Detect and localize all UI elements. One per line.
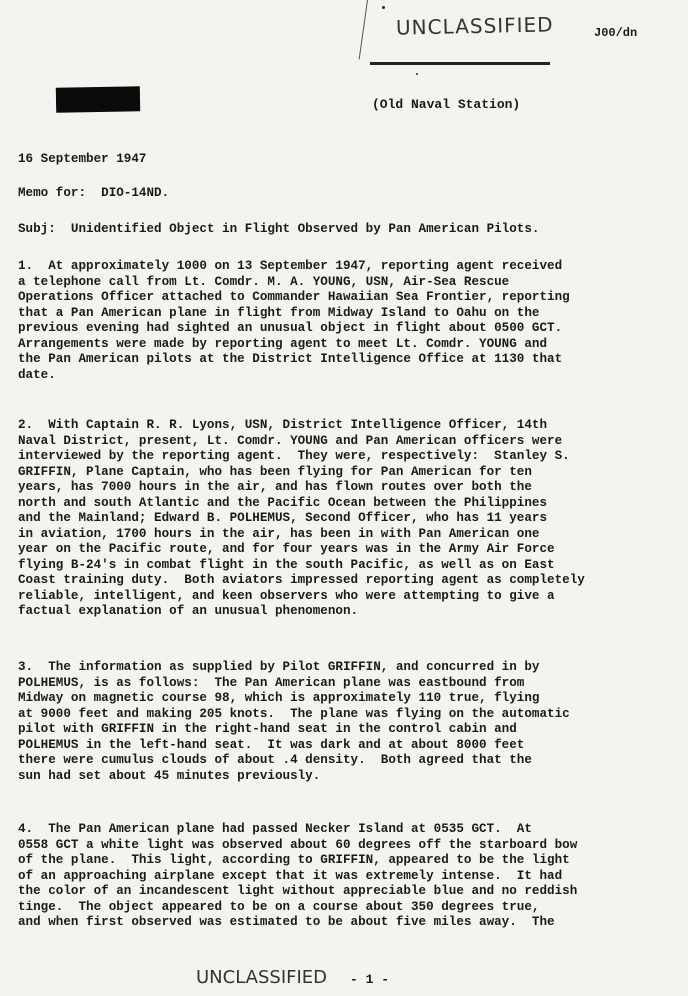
text-line: reliable, intelligent, and keen observers who were attempting to give a — [18, 588, 555, 603]
text-line: 4. The Pan American plane had passed Necker Island at 0535 GCT. At — [18, 822, 532, 836]
header-rule — [370, 62, 550, 65]
text-line: flying B-24's in combat flight in the south Pacific, as well as on East — [18, 557, 555, 572]
text-line: the Pan American pilots at the District Intelligence Office at 1130 that — [18, 352, 563, 366]
text-line: POLHEMUS in the left-hand seat. It was dark and at about 8000 feet — [18, 737, 525, 752]
paragraph-1 — [18, 259, 678, 383]
text-line: and when first observed was estimated to be about five miles away. The — [18, 915, 555, 929]
paragraph-2 — [18, 418, 678, 620]
text-line: years, has 7000 hours in the air, and has flown routes over both the — [18, 480, 532, 494]
text-line: sun had set about 45 minutes previously. — [18, 768, 321, 783]
text-line: 1. At approximately 1000 on 13 September 1947, reporting agent received — [18, 259, 563, 273]
page-number: - 1 - — [350, 972, 390, 987]
text-line: north and south Atlantic and the Pacific Ocean between the Philippines — [18, 495, 548, 510]
redaction-bar — [56, 86, 140, 112]
text-line: POLHEMUS, is as follows: The Pan American plane was eastbound from — [18, 675, 525, 690]
text-line: tinge. The object appeared to be on a course about 350 degrees true, — [18, 899, 540, 914]
classification-stamp-bottom: UNCLASSIFIED — [196, 967, 328, 988]
text-line: of the plane. This light, according to GRIFFIN, appeared to be the light — [18, 853, 570, 867]
scan-speck — [382, 6, 385, 9]
text-line: previous evening had sighted an unusual object in flight about 0500 GCT. — [18, 321, 563, 335]
text-line: year on the Pacific route, and for four years was in the Army Air Force — [18, 542, 555, 556]
text-line: 2. With Captain R. R. Lyons, USN, District Intelligence Officer, 14th — [18, 418, 548, 432]
margin-mark — [359, 0, 368, 59]
text-line: the color of an incandescent light without appreciable blue and no reddish — [18, 884, 578, 898]
text-line: Midway on magnetic course 98, which is approximately 110 true, flying — [18, 691, 540, 705]
file-reference: J00/dn — [594, 26, 638, 40]
text-line: in aviation, 1700 hours in the air, has been in with Pan American one — [18, 526, 540, 541]
text-line: pilot with GRIFFIN in the right-hand seat in the control cabin and — [18, 722, 517, 736]
memo-subject: Subj: Unidentified Object in Flight Observed by Pan American Pilots. — [18, 222, 540, 236]
text-line: and the Mainland; Edward B. POLHEMUS, Second Officer, who has 11 years — [18, 511, 548, 525]
text-line: Coast training duty. Both aviators impressed reporting agent as completely — [18, 573, 585, 587]
text-line: Operations Officer attached to Commander Hawaiian Sea Frontier, reporting — [18, 290, 570, 304]
text-line: interviewed by the reporting agent. They were, respectively: Stanley S. — [18, 449, 570, 463]
text-line: that a Pan American plane in flight from Midway Island to Oahu on the — [18, 305, 540, 320]
station-label: (Old Naval Station) — [372, 97, 521, 112]
text-line: factual explanation of an unusual phenomenon. — [18, 604, 359, 618]
text-line: GRIFFIN, Plane Captain, who has been flying for Pan American for ten — [18, 464, 532, 479]
text-line: at 9000 feet and making 205 knots. The plane was flying on the automatic — [18, 706, 570, 721]
text-line: 3. The information as supplied by Pilot GRIFFIN, and concurred in by — [18, 660, 540, 674]
text-line: a telephone call from Lt. Comdr. M. A. YOUNG, USN, Air-Sea Rescue — [18, 274, 510, 289]
text-line: of an approaching airplane except that it was extremely intense. It had — [18, 868, 563, 883]
classification-stamp-top: UNCLASSIFIED — [395, 12, 554, 40]
text-line: there were cumulus clouds of about .4 density. Both agreed that the — [18, 753, 532, 767]
paragraph-4 — [18, 822, 678, 931]
text-line: Arrangements were made by reporting agent to meet Lt. Comdr. YOUNG and — [18, 336, 548, 351]
text-line: 0558 GCT a white light was observed about 60 degrees off the starboard bow — [18, 837, 578, 852]
memo-date: 16 September 1947 — [18, 152, 147, 166]
memo-for: Memo for: DIO-14ND. — [18, 186, 170, 200]
text-line: Naval District, present, Lt. Comdr. YOUNG and Pan American officers were — [18, 433, 563, 448]
scan-speck — [416, 73, 418, 75]
text-line: date. — [18, 367, 56, 382]
paragraph-3 — [18, 660, 678, 784]
